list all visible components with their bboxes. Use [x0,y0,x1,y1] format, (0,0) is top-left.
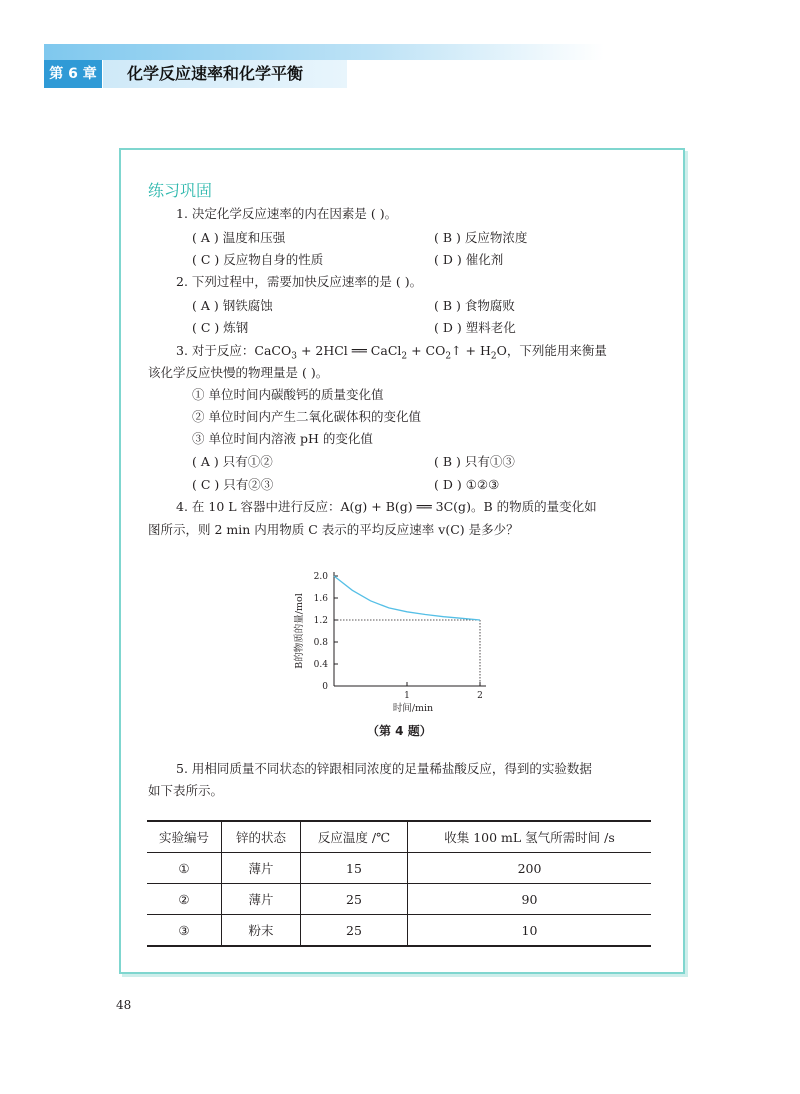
results-table [147,820,651,947]
table-header-cell: 收集 100 mL 氢气所需时间 /s [408,821,652,853]
table-cell: 90 [408,884,652,915]
q2-option-b: ( B ) 食物腐败 [434,298,515,313]
table-header-cell: 锌的状态 [222,821,301,853]
q2-stem: 2. 下列过程中，需要加快反应速率的是 ( )。 [176,274,423,289]
q5-line1: 5. 用相同质量不同状态的锌跟相同浓度的足量稀盐酸反应，得到的实验数据 [176,761,592,776]
q4-line2: 图所示，则 2 min 内用物质 C 表示的平均反应速率 v(C) 是多少？ [148,522,519,537]
chapter-title: 化学反应速率和化学平衡 [103,60,347,88]
q3-option-b: ( B ) 只有①③ [434,454,515,469]
table-cell: ② [147,884,222,915]
y-tick-label: 2.0 [313,572,328,582]
q1-option-a: ( A ) 温度和压强 [192,230,286,245]
q4-chart [290,566,510,716]
q3-item-2: ② 单位时间内产生二氧化碳体积的变化值 [192,409,421,424]
q1-option-c: ( C ) 反应物自身的性质 [192,252,324,267]
table-cell: 薄片 [222,884,301,915]
q4-caption: （第 4 题） [367,724,432,738]
section-title: 练习巩固 [148,181,213,200]
q3-stem-line2: 该化学反应快慢的物理量是 ( )。 [148,365,329,380]
page-number: 48 [116,998,132,1012]
table-cell: 15 [301,853,408,884]
q2-option-d: ( D ) 塑料老化 [434,320,516,335]
y-tick-label: 0.8 [313,638,328,648]
q3-item-3: ③ 单位时间内溶液 pH 的变化值 [192,431,373,446]
y-tick-label: 1.2 [313,616,328,626]
q3-option-c: ( C ) 只有②③ [192,477,274,492]
q3-stem: 3. 对于反应：CaCO$_3$ + 2HCl ══ CaCl$_2$ + $CO_2↑ + H_2O$，下列能用来衡量 [176,343,607,362]
table-row [147,853,651,884]
chapter-label: 第 6 章 [44,60,102,88]
series-line [334,576,480,620]
q5-line2: 如下表所示。 [148,783,224,798]
q3-item-1: ① 单位时间内碳酸钙的质量变化值 [192,387,384,402]
table-row [147,884,651,915]
y-tick-label: 1.6 [313,594,328,604]
table-cell: 25 [301,884,408,915]
y-tick-label: 0.4 [313,660,328,670]
table-cell: ③ [147,915,222,947]
table-header-cell: 反应温度 /℃ [301,821,408,853]
q1-option-d: ( D ) 催化剂 [434,252,504,267]
q1-stem: 1. 决定化学反应速率的内在因素是 ( )。 [176,206,398,221]
table-cell: 200 [408,853,652,884]
q3-option-a: ( A ) 只有①② [192,454,273,469]
table-cell: 薄片 [222,853,301,884]
table-header-cell: 实验编号 [147,821,222,853]
table-header-row [147,821,651,853]
q2-option-c: ( C ) 炼钢 [192,320,249,335]
header-band [44,44,604,60]
q2-option-a: ( A ) 钢铁腐蚀 [192,298,273,313]
table-cell: ① [147,853,222,884]
x-axis-label: 时间/min [392,703,434,714]
table-row [147,915,651,947]
table-cell: 25 [301,915,408,947]
x-tick-label: 2 [477,691,483,701]
y-tick-label: 0 [322,682,328,692]
x-tick-label: 1 [404,691,410,701]
table-cell: 粉末 [222,915,301,947]
q1-option-b: ( B ) 反应物浓度 [434,230,528,245]
table-cell: 10 [408,915,652,947]
q4-line1: 4. 在 10 L 容器中进行反应：A(g) + B(g) ══ 3C(g)。B 的物质的量变化如 [176,499,597,514]
q3-option-d: ( D ) ①②③ [434,477,500,492]
y-axis-label: B的物质的量/mol [294,593,305,669]
